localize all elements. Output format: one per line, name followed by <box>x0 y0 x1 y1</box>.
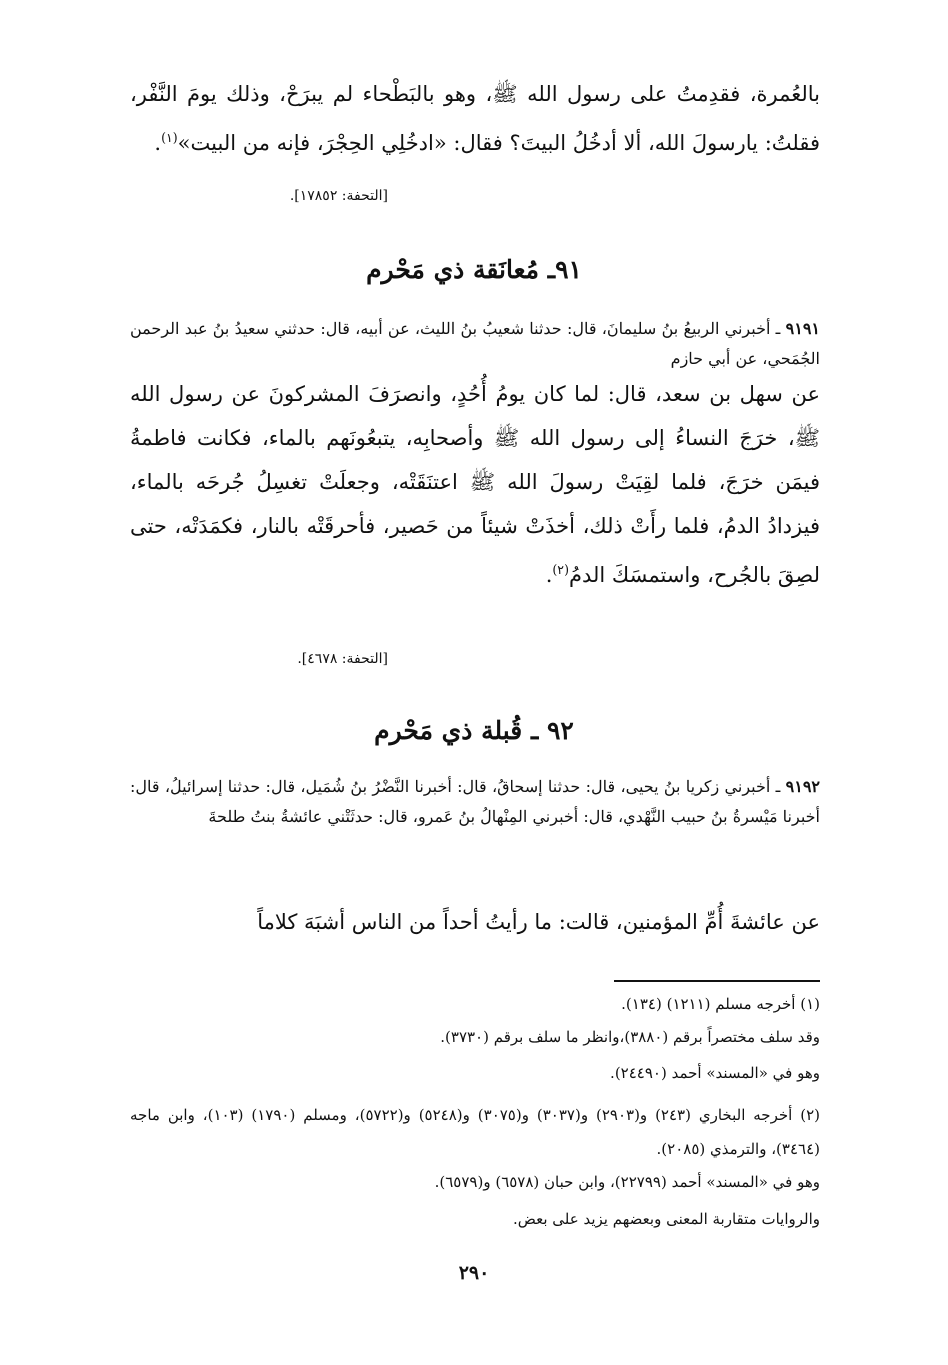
footnote-separator <box>614 980 820 982</box>
hadith-9192-matn <box>130 900 820 944</box>
footnote-line: وهو في «المسند» أحمد (٢٤٤٩٠). <box>610 1064 820 1082</box>
footnote-ref-2: (٢) <box>552 562 569 577</box>
hadith-9192-isnad <box>130 772 820 832</box>
hadith-9192-matn-text: عن عائشةَ أُمِّ المؤمنين، قالت: ما رأيتُ أحداً من الناس أشبَهَ كلاماً <box>257 910 820 934</box>
footnote-line: وهو في «المسند» أحمد (٢٢٧٩٩)، وابن حبان (٦٥٧٨) و(٦٥٧٩). <box>434 1173 820 1191</box>
footnote-line: والروايات متقاربة المعنى وبعضهم يزيد على بعض. <box>512 1210 820 1228</box>
hadith-9191-isnad-text: ـ أخبرني الربيعُ بنُ سليمانَ، قال: حدثنا شعيبُ بنُ الليث، عن أبيه، قال: حدثني سعيدُ بنُ عبد الرحمن الجُمَحي، عن أبي حازم <box>130 319 820 368</box>
footnote-line: وقد سلف مختصراً برقم (٣٨٨٠)،وانظر ما سلف برقم (٣٧٣٠). <box>440 1028 820 1046</box>
top-paragraph: بالعُمرة، فقدِمتُ على رسول الله ﷺ، وهو بالبَطْحاء لم يبرَحْ، وذلك يومَ النَّفْر، فقلتُ: يارسولَ الله، ألا أدخُلُ البيتَ؟ فقال: «ادخُلِي الحِجْرَ، فإنه من البيت»$^{(١)}$. <box>130 82 820 155</box>
tuhfa-ref-2: [التحفة: ٤٦٧٨]. <box>297 651 388 667</box>
footnote-line: (٢) أخرجه البخاري (٢٤٣) و(٢٩٠٣) و(٣٠٣٧) و(٣٠٧٥) و(٥٢٤٨) و(٥٧٢٢)، ومسلم (١٧٩٠) (١٠٣)، وابن ماجه (٣٤٦٤)، والترمذي (٢٠٨٥). <box>130 1106 820 1158</box>
top-paragraph-text: بالعُمرة، فقدِمتُ على رسول الله ﷺ، وهو بالبَطْحاء لم يبرَحْ، وذلك يومَ النَّفْر، فقلتُ: يارسولَ الله، ألا أدخُلُ البيتَ؟ فقال: «ادخُلِي الحِجْرَ، فإنه من البيت» <box>130 82 820 155</box>
section-92-title: ٩٢ ـ قُبلة ذي مَحْرم <box>374 716 574 745</box>
tuhfa-ref-1: [التحفة: ١٧٨٥٢]. <box>289 188 388 204</box>
footnote-line: (١) أخرجه مسلم (١٢١١) (١٣٤). <box>621 995 820 1013</box>
hadith-9192-number: ٩١٩٢ <box>785 777 820 796</box>
page-number: ٢٩٠ <box>458 1262 490 1284</box>
hadith-9191-matn: عن سهل بن سعد، قال: لما كان يومُ أُحُدٍ، وانصرَفَ المشركونَ عن رسول الله ﷺ، خرَجَ النساءُ إلى رسول الله ﷺ وأصحابِه، يتبعُونَهم بالماء، فكانت فاطمةُ فيمَن خرَجَ، فلما لقِيَتْ رسولَ الله ﷺ اعتنَقَتْه، وجعلَتْ تغسِلُ جُرحَه بالماء، فيزدادُ الدمُ، فلما رأَتْ ذلك، أخذَتْ شيئاً من حَصير، فأحرقَتْه بالنار، فكمَدَتْه، حتى لصِقَ بالجُرح، واستمسَكَ الدمُ$^{(٢)}$. <box>130 382 820 587</box>
footnote-ref-1: (١) <box>161 130 178 145</box>
hadith-9191-isnad <box>130 314 820 374</box>
hadith-9191-matn-text: عن سهل بن سعد، قال: لما كان يومُ أُحُدٍ، وانصرَفَ المشركونَ عن رسول الله ﷺ، خرَجَ النساءُ إلى رسول الله ﷺ وأصحابِه، يتبعُونَهم بالماء، فكانت فاطمةُ فيمَن خرَجَ، فلما لقِيَتْ رسولَ الله ﷺ اعتنَقَتْه، وجعلَتْ تغسِلُ جُرحَه بالماء، فيزدادُ الدمُ، فلما رأَتْ ذلك، أخذَتْ شيئاً من حَصير، فأحرقَتْه بالنار، فكمَدَتْه، حتى لصِقَ بالجُرح، واستمسَكَ الدمُ <box>130 382 820 587</box>
section-91-title: ٩١ـ مُعانَقة ذي مَحْرم <box>366 255 582 284</box>
hadith-9192-isnad-text: ـ أخبرني زكريا بنُ يحيى، قال: حدثنا إسحاقُ، قال: أخبرنا النَّضْرُ بنُ شُمَيل، قال: حدثنا إسرائيلُ، قال: أخبرنا مَيْسرةُ بنُ حبيب النَّهْدي، قال: أخبرني المِنْهالُ بنُ عَمرو، قال: حدثَتْني عائشةُ بنتُ طلحةَ <box>130 777 820 826</box>
hadith-9191-number: ٩١٩١ <box>785 319 821 338</box>
